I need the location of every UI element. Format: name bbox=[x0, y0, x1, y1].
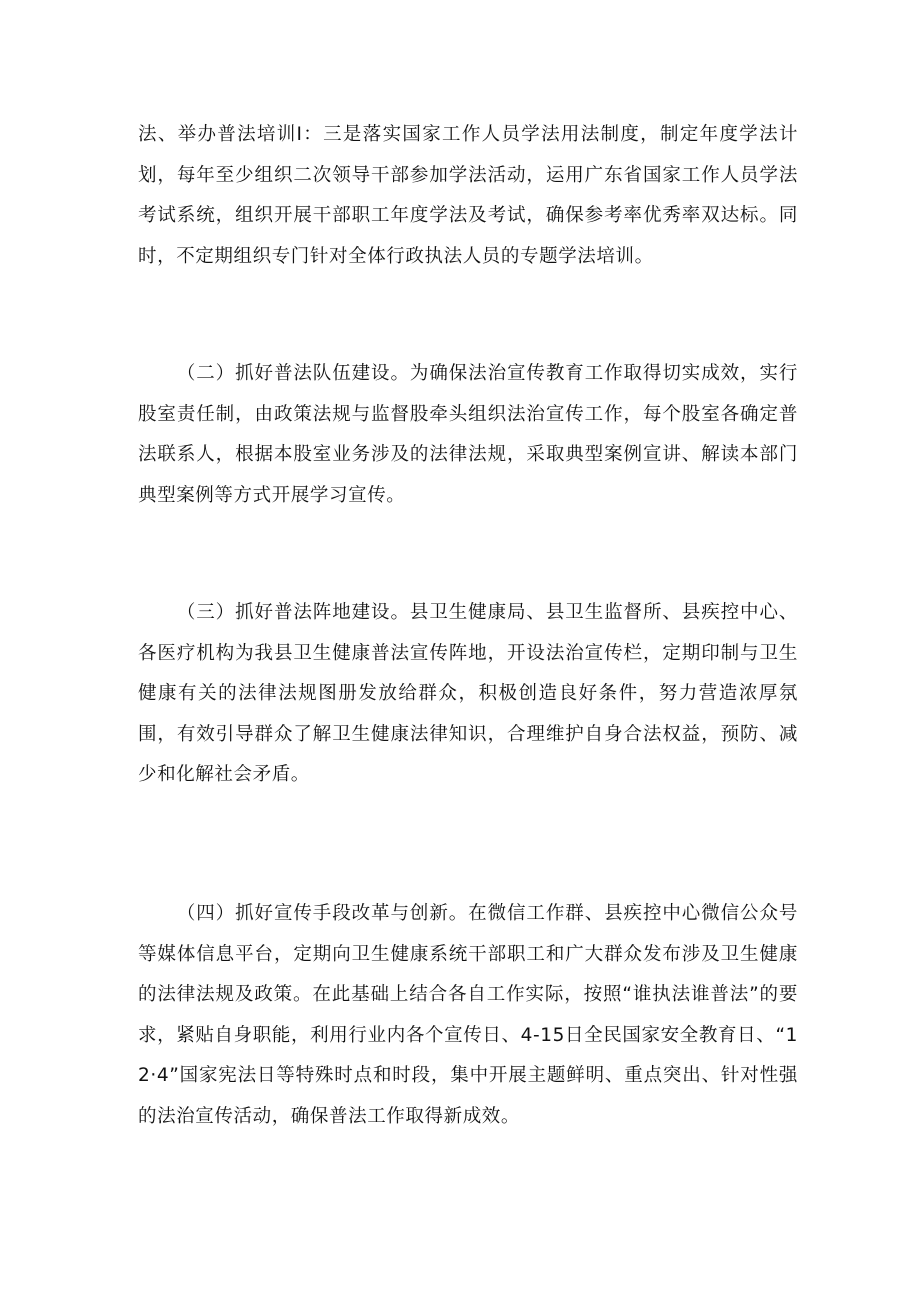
paragraph-legal-study-continuation: 法、举办普法培训I：三是落实国家工作人员学法用法制度，制定年度学法计划，每年至少组织二次领导干部参加学法活动，运用广东省国家工作人员学法考试系统，组织开展干部职工年度学法及考试，确保参考率优秀率双达标。同时，不定期组织专门针对全体行政执法人员的专题学法培训。 bbox=[138, 124, 798, 267]
paragraph-position-building: （三）抓好普法阵地建设。县卫生健康局、县卫生监督所、县疾控中心、各医疗机构为我县卫生健康普法宣传阵地，开设法治宣传栏，定期印制与卫生健康有关的法律法规图册发放给群众，积极创造良好条件，努力营造浓厚氛围，有效引导群众了解卫生健康法律知识，合理维护自身合法权益，预防、减少和化解社会矛盾。 bbox=[138, 602, 798, 785]
paragraph-team-building: （二）抓好普法队伍建设。为确保法治宣传教育工作取得切实成效，实行股室责任制，由政策法规与监督股牵头组织法治宣传工作，每个股室各确定普法联系人，根据本股室业务涉及的法律法规，采取典型案例宣讲、解读本部门典型案例等方式开展学习宣传。 bbox=[138, 363, 798, 506]
paragraph-publicity-innovation: （四）抓好宣传手段改革与创新。在微信工作群、县疾控中心微信公众号等媒体信息平台，定期向卫生健康系统干部职工和广大群众发布涉及卫生健康的法律法规及政策。在此基础上结合各自工作实际，按照“谁执法谁普法”的要求，紧贴自身职能，利用行业内各个宣传日、4-15日全民国家安全教育日、“12·4”国家宪法日等特殊时点和时段，集中开展主题鲜明、重点突出、针对性强的法治宣传活动，确保普法工作取得新成效。 bbox=[138, 903, 798, 1127]
